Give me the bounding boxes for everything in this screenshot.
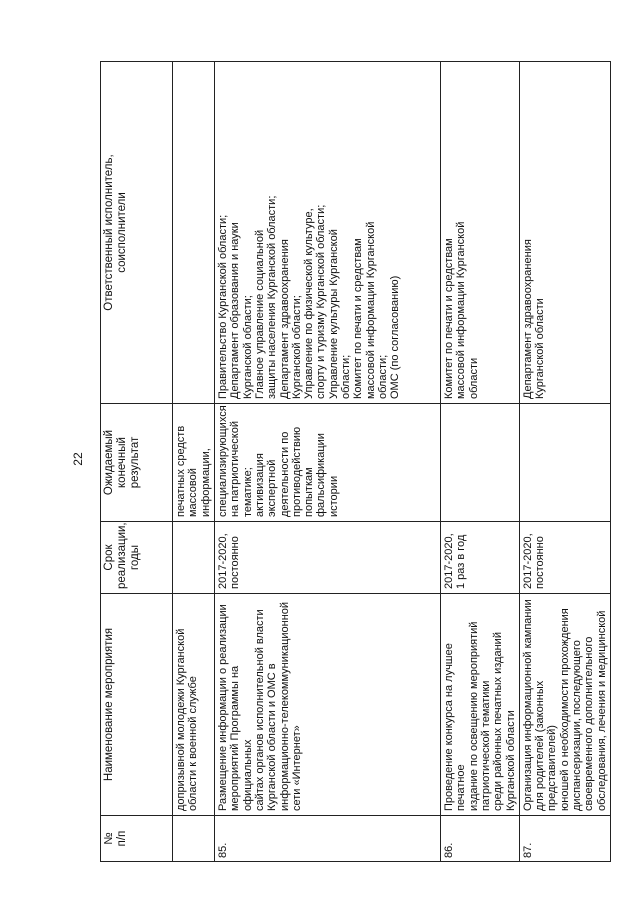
header-result: Ожидаемый конечный результат — [101, 404, 173, 522]
row-measure-name: допризывной молодежи Курганской области к военной службе — [173, 594, 215, 816]
row-executors: Комитет по печати и средствам массовой информации Курганской области — [440, 62, 519, 404]
row-executors: Правительство Курганской области; Департамент образования и науки Курганской области; Главное управление социальной защиты населения Курганской области; Департамент здравоохранения Курганской области; Управление по физической культуре, спорту и туризму Курганской области; Управление культуры Курганской области; Комитет по печати и средствам массовой информации Курганской области; ОМС (по согласованию) — [214, 62, 440, 404]
row-number — [173, 816, 215, 862]
row-term — [173, 522, 215, 594]
table-row — [519, 62, 610, 862]
row-result: специализирующихся на патриотической тематике; активизация экспертной деятельности по противодействию попыткам фальсификации истории — [214, 404, 440, 522]
row-result: печатных средств массовой информации, — [173, 404, 215, 522]
row-executors — [173, 62, 215, 404]
row-term: 2017-2020, постоянно — [214, 522, 440, 594]
header-executors: Ответственный исполнитель, соисполнители — [101, 62, 173, 404]
row-measure-name: Проведение конкурса на лучшее печатное издание по освещению мероприятий патриотической тематики среди районных печатных изданий Курганской области — [440, 594, 519, 816]
rotated-page-content — [100, 62, 608, 862]
row-result — [519, 404, 610, 522]
measures-table — [100, 61, 611, 862]
row-measure-name: Размещение информации о реализации мероприятий Программы на официальных сайтах органов исполнительной власти Курганской области и ОМС в информационно-телекоммуникационной сети «Интернет» — [214, 594, 440, 816]
table-row — [440, 62, 519, 862]
table-header-row — [101, 62, 173, 862]
row-measure-name: Организация информационной кампании для родителей (законных представителей) юношей о необходимости прохождения диспансеризации, последующего своевременного дополнительного обследования, лечения и медицинской — [519, 594, 610, 816]
header-number: № п/п — [101, 816, 173, 862]
row-result — [440, 404, 519, 522]
row-number: 86. — [440, 816, 519, 862]
page-number: 22 — [71, 452, 85, 466]
header-term: Срок реализации, годы — [101, 522, 173, 594]
row-term: 2017-2020, 1 раз в год — [440, 522, 519, 594]
row-number: 85. — [214, 816, 440, 862]
table-row — [214, 62, 440, 862]
row-executors: Департамент здравоохранения Курганской области — [519, 62, 610, 404]
row-term: 2017-2020, постоянно — [519, 522, 610, 594]
header-measure-name: Наименование мероприятия — [101, 594, 173, 816]
row-number: 87. — [519, 816, 610, 862]
table-row — [173, 62, 215, 862]
